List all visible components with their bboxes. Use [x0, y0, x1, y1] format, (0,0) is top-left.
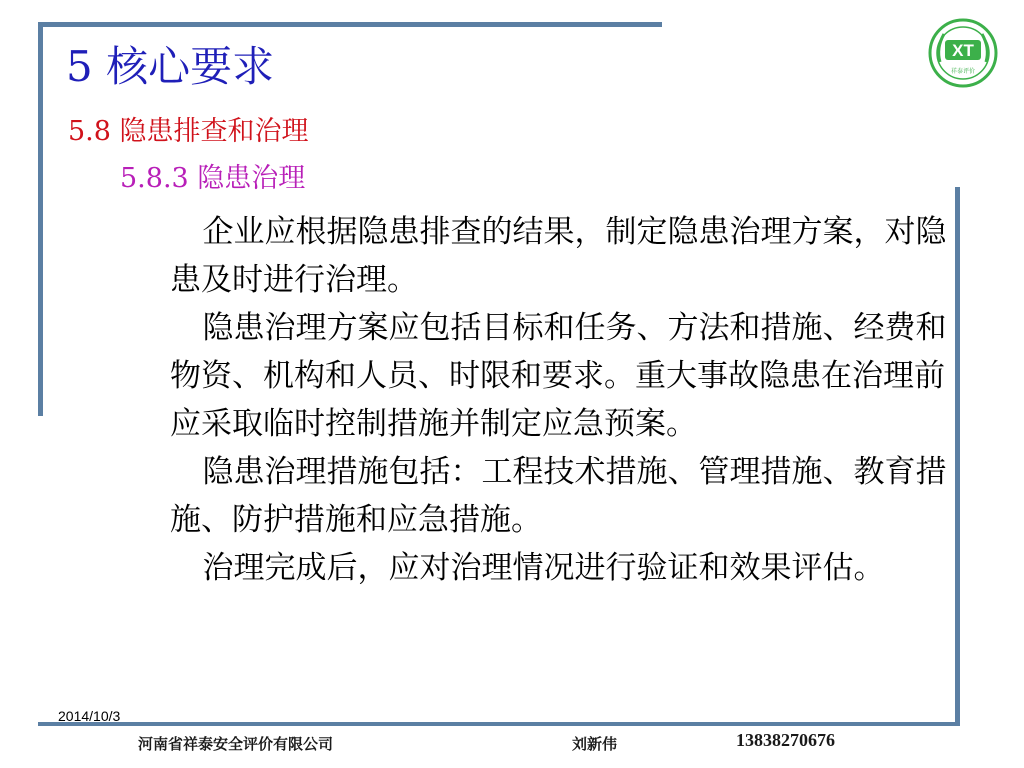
footer-author: 刘新伟 — [572, 735, 618, 753]
logo-text: XT — [952, 41, 974, 60]
xt-logo — [928, 18, 998, 88]
frame-bottom-border — [38, 722, 960, 726]
frame-top-border — [38, 22, 662, 27]
slide-body — [170, 208, 956, 592]
body-paragraph: 隐患治理方案应包括目标和任务、方法和措施、经费和物资、机构和人员、时限和要求。重大事故隐患在治理前应采取临时控制措施并制定应急预案。 — [170, 310, 947, 442]
body-paragraph: 企业应根据隐患排查的结果，制定隐患治理方案，对隐患及时进行治理。 — [170, 214, 947, 298]
section-heading: 5.8 隐患排查和治理 — [68, 116, 309, 147]
body-paragraph: 隐患治理措施包括：工程技术措施、管理措施、教育措施、防护措施和应急措施。 — [170, 454, 947, 538]
slide-date: 2014/10/3 — [58, 708, 121, 724]
subsection-heading: 5.8.3 隐患治理 — [120, 163, 306, 194]
frame-left-border — [38, 22, 43, 416]
slide-title: 5 核心要求 — [66, 42, 275, 91]
body-paragraph: 治理完成后，应对治理情况进行验证和效果评估。 — [202, 550, 885, 586]
footer-company: 河南省祥泰安全评价有限公司 — [138, 735, 334, 753]
footer-phone: 13838270676 — [736, 730, 835, 750]
logo-caption: 祥泰评价 — [950, 68, 976, 75]
